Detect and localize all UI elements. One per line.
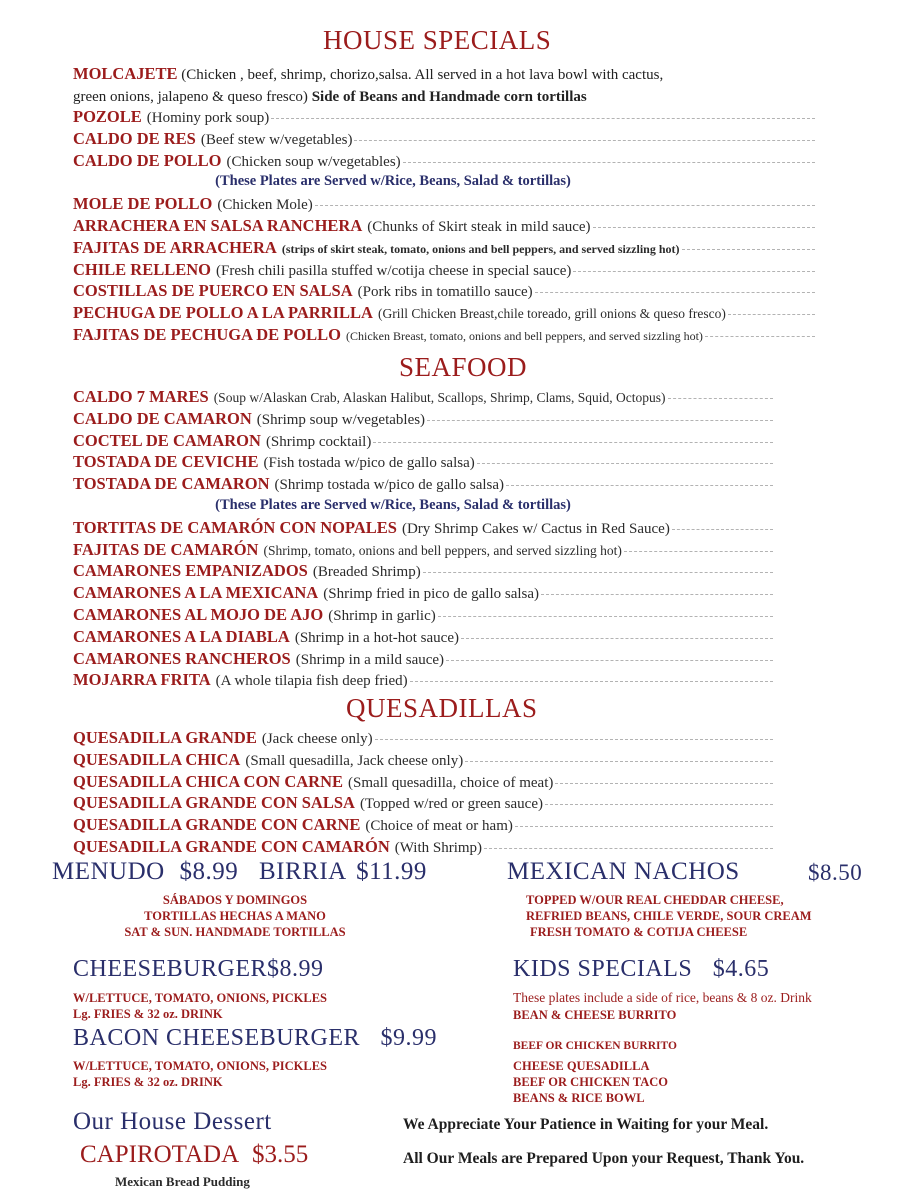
menudo-heading <box>52 858 427 886</box>
item-desc: (Chicken soup w/vegetables) <box>226 153 401 170</box>
nachos-detail-line: REFRIED BEANS, CHILE VERDE, SOUR CREAM <box>526 909 812 923</box>
menu-item <box>73 792 773 814</box>
kids-items-more <box>513 1058 668 1106</box>
menu-item <box>73 771 773 793</box>
item-name: MOLE DE POLLO <box>73 194 213 214</box>
item-desc: (Jack cheese only) <box>261 731 373 747</box>
item-name: QUESADILLA GRANDE CON SALSA <box>73 793 355 813</box>
leader-dashes <box>728 314 815 315</box>
kids-heading <box>513 956 769 983</box>
menu-item <box>73 517 773 539</box>
nachos-detail-line: TOPPED W/OUR REAL CHEDDAR CHEESE, <box>526 893 784 907</box>
item-desc: (Hominy pork soup) <box>146 110 270 126</box>
item-name: CALDO DE POLLO <box>73 150 222 170</box>
item-name: ARRACHERA EN SALSA RANCHERA <box>73 215 363 235</box>
menudo-detail-line: SÁBADOS Y DOMINGOS <box>162 893 308 907</box>
molcajete-item <box>73 63 663 109</box>
item-desc: (Shrimp in a hot-hot sauce) <box>294 629 459 646</box>
cheeseburger-heading <box>73 956 324 983</box>
menu-item <box>73 106 815 128</box>
kids-price: $4.65 <box>712 956 770 982</box>
leader-dashes <box>515 826 773 827</box>
menu-item <box>73 582 773 604</box>
item-desc: (Shrimp in a mild sauce) <box>295 651 445 668</box>
item-desc: (Shrimp tostada w/pico de gallo salsa) <box>274 477 505 494</box>
menu-item <box>73 302 815 324</box>
item-name: CALDO DE CAMARON <box>73 408 252 428</box>
cheeseburger-details <box>73 990 327 1022</box>
item-desc: (Choice of meat or ham) <box>365 818 513 835</box>
item-name: FAJITAS DE ARRACHERA <box>73 237 277 257</box>
item-desc: (Topped w/red or green sauce) <box>359 796 543 813</box>
item-name: CAMARONES A LA MEXICANA <box>73 583 319 603</box>
leader-dashes <box>315 205 815 206</box>
leader-dashes <box>484 848 773 849</box>
leader-dashes <box>465 761 773 762</box>
menu-item <box>73 451 773 473</box>
dessert-name: CAPIROTADA <box>80 1141 238 1168</box>
birria-name: BIRRIA <box>258 858 346 885</box>
leader-dashes <box>506 485 773 486</box>
menu-item <box>73 408 773 430</box>
item-desc: (Soup w/Alaskan Crab, Alaskan Halibut, Scallops, Shrimp, Clams, Squid, Octopus) <box>213 390 666 405</box>
leader-dashes <box>672 529 773 530</box>
item-desc: (Small quesadilla, choice of meat) <box>348 774 554 791</box>
bacon-cheeseburger-name: BACON CHEESEBURGER <box>73 1025 361 1051</box>
item-desc: (Breaded Shrimp) <box>312 564 421 581</box>
item-name: POZOLE <box>73 107 142 126</box>
leader-dashes <box>375 739 773 740</box>
leader-dashes <box>373 442 773 443</box>
item-name: COSTILLAS DE PUERCO EN SALSA <box>73 281 353 301</box>
item-desc: (Shrimp soup w/vegetables) <box>256 411 426 428</box>
kids-note: These plates include a side of rice, beans & 8 oz. Drink <box>513 990 812 1005</box>
bacon-cheeseburger-details <box>73 1058 327 1090</box>
kids-item: CHEESE QUESADILLA <box>513 1059 650 1073</box>
bacon-cheeseburger-detail-line: W/LETTUCE, TOMATO, ONIONS, PICKLES <box>73 1059 327 1073</box>
item-desc: (Grill Chicken Breast,chile toreado, grill onions & queso fresco) <box>377 306 726 322</box>
dessert-desc: Mexican Bread Pudding <box>115 1174 250 1189</box>
plates-note: (These Plates are Served w/Rice, Beans, Salad & tortillas) <box>215 173 571 190</box>
bacon-cheeseburger-price: $9.99 <box>380 1025 438 1051</box>
leader-dashes <box>624 551 773 552</box>
item-name: CAMARONES AL MOJO DE AJO <box>73 604 324 624</box>
footer-line-1: We Appreciate Your Patience in Waiting for your Meal. <box>403 1116 769 1133</box>
cheeseburger-price: $8.99 <box>267 956 324 982</box>
menu-item <box>73 814 773 836</box>
item-desc: (Shrimp in garlic) <box>328 607 436 624</box>
item-name: FAJITAS DE PECHUGA DE POLLO <box>73 324 342 344</box>
leader-dashes <box>410 681 773 682</box>
leader-dashes <box>545 804 773 805</box>
menu-item <box>73 669 773 691</box>
item-desc: (Beef stew w/vegetables) <box>200 131 353 148</box>
molcajete-side: Side of Beans and Handmade corn tortillas <box>311 88 587 105</box>
menu-item <box>73 727 773 749</box>
item-name: QUESADILLA CHICA <box>73 749 241 769</box>
item-name: CALDO DE RES <box>73 128 196 148</box>
item-desc: (Chicken Mole) <box>217 197 313 214</box>
molcajete-desc-2: green onions, jalapeno & queso fresco) <box>73 88 308 105</box>
item-name: QUESADILLA GRANDE <box>73 728 257 747</box>
item-name: PECHUGA DE POLLO A LA PARRILLA <box>73 303 373 323</box>
item-desc: (A whole tilapia fish deep fried) <box>215 673 408 690</box>
item-desc: (Pork ribs in tomatillo sauce) <box>357 284 533 301</box>
leader-dashes <box>438 616 773 617</box>
seafood-list <box>73 386 773 691</box>
item-name: FAJITAS DE CAMARÓN <box>73 539 259 559</box>
menu-item <box>73 215 815 237</box>
menu-item <box>73 626 773 648</box>
leader-dashes <box>555 783 773 784</box>
item-name: COCTEL DE CAMARON <box>73 430 261 450</box>
leader-dashes <box>541 594 773 595</box>
item-name: CALDO 7 MARES <box>73 387 209 406</box>
item-name: CAMARONES A LA DIABLA <box>73 626 290 646</box>
item-desc: (Shrimp fried in pico de gallo salsa) <box>323 586 540 603</box>
item-name: CAMARONES EMPANIZADOS <box>73 561 308 581</box>
seafood-title: SEAFOOD <box>399 352 528 382</box>
nachos-price: $8.50 <box>808 860 863 885</box>
item-desc: (With Shrimp) <box>394 839 483 856</box>
leader-dashes <box>427 420 773 421</box>
item-desc: (Dry Shrimp Cakes w/ Cactus in Red Sauce) <box>401 520 670 537</box>
leader-dashes <box>271 118 815 119</box>
cheeseburger-detail-line: W/LETTUCE, TOMATO, ONIONS, PICKLES <box>73 991 327 1005</box>
item-desc: (Chunks of Skirt steak in mild sauce) <box>367 218 591 235</box>
menudo-name: MENUDO <box>52 858 165 885</box>
cheeseburger-name: CHEESEBURGER <box>73 956 268 982</box>
item-name: TOSTADA DE CAMARON <box>73 474 270 494</box>
nachos-detail-line: FRESH TOMATO & COTIJA CHEESE <box>530 925 748 939</box>
menu-item <box>73 560 773 582</box>
menu-item <box>73 604 773 626</box>
item-name: CAMARONES RANCHEROS <box>73 648 291 668</box>
molcajete-name: MOLCAJETE <box>73 64 178 83</box>
quesadillas-list <box>73 727 773 858</box>
menu-item <box>73 150 815 172</box>
kids-name: KIDS SPECIALS <box>513 956 693 982</box>
menu-item <box>73 128 815 150</box>
leader-dashes <box>461 638 773 639</box>
house-specials-title: HOUSE SPECIALS <box>323 25 552 55</box>
item-desc: (Fish tostada w/pico de gallo salsa) <box>263 455 475 472</box>
kids-item: BEANS & RICE BOWL <box>513 1091 645 1105</box>
dessert-heading: Our House Dessert <box>73 1108 272 1135</box>
leader-dashes <box>668 398 773 399</box>
item-desc: (Chicken Breast, tomato, onions and bell peppers, and served sizzling hot) <box>346 328 703 343</box>
menu-item <box>73 473 773 495</box>
menu-item <box>73 259 815 281</box>
plates-note: (These Plates are Served w/Rice, Beans, Salad & tortillas) <box>215 496 571 513</box>
item-name: CHILE RELLENO <box>73 259 211 279</box>
birria-price: $11.99 <box>356 858 427 885</box>
nachos-name: MEXICAN NACHOS <box>507 858 740 885</box>
menu-item <box>73 430 773 452</box>
cheeseburger-detail-line: Lg. FRIES & 32 oz. DRINK <box>73 1007 223 1021</box>
molcajete-desc-1: (Chicken , beef, shrimp, chorizo,salsa. All served in a hot lava bowl with cactus, <box>181 67 664 83</box>
item-desc: (Small quesadilla, Jack cheese only) <box>245 752 464 769</box>
item-name: QUESADILLA CHICA CON CARNE <box>73 771 344 791</box>
item-name: QUESADILLA GRANDE CON CAMARÓN <box>73 836 390 856</box>
menu-item <box>73 237 815 259</box>
menu-item <box>73 386 773 408</box>
house-specials-list-a <box>73 106 815 346</box>
kids-item: BEEF OR CHICKEN BURRITO <box>513 1040 677 1052</box>
menu-item <box>73 324 815 346</box>
menu-item <box>73 749 773 771</box>
menu-item <box>73 836 773 858</box>
item-name: TOSTADA DE CEVICHE <box>73 452 259 472</box>
menudo-details <box>105 892 365 940</box>
dessert-price: $3.55 <box>252 1141 309 1168</box>
item-desc: (Shrimp cocktail) <box>265 433 372 450</box>
nachos-details <box>526 892 812 940</box>
quesadillas-title: QUESADILLAS <box>346 693 538 723</box>
leader-dashes <box>477 463 773 464</box>
bacon-cheeseburger-detail-line: Lg. FRIES & 32 oz. DRINK <box>73 1075 223 1089</box>
leader-dashes <box>446 660 773 661</box>
kids-item: BEAN & CHEESE BURRITO <box>513 1008 677 1022</box>
leader-dashes <box>573 271 815 272</box>
item-desc: (strips of skirt steak, tomato, onions and bell peppers, and served sizzling hot) <box>281 241 680 256</box>
leader-dashes <box>535 292 815 293</box>
leader-dashes <box>705 336 815 337</box>
leader-dashes <box>593 227 815 228</box>
menudo-detail-line: TORTILLAS HECHAS A MANO <box>144 909 326 923</box>
kids-item: BEEF OR CHICKEN TACO <box>513 1075 668 1089</box>
dessert-title <box>80 1141 308 1169</box>
bacon-cheeseburger-heading <box>73 1025 437 1052</box>
menu-item <box>73 648 773 670</box>
menu-item <box>73 280 815 302</box>
leader-dashes <box>354 140 815 141</box>
item-name: TORTITAS DE CAMARÓN CON NOPALES <box>73 517 397 537</box>
item-name: MOJARRA FRITA <box>73 670 211 690</box>
leader-dashes <box>423 572 773 573</box>
leader-dashes <box>682 249 815 250</box>
menu-item <box>73 539 773 561</box>
footer-line-2: All Our Meals are Prepared Upon your Request, Thank You. <box>403 1150 805 1167</box>
item-desc: (Fresh chili pasilla stuffed w/cotija cheese in special sauce) <box>216 262 572 279</box>
menudo-price: $8.99 <box>179 858 239 885</box>
item-desc: (Shrimp, tomato, onions and bell peppers, and served sizzling hot) <box>263 542 622 558</box>
item-name: QUESADILLA GRANDE CON CARNE <box>73 815 361 835</box>
menudo-detail-line: SAT & SUN. HANDMADE TORTILLAS <box>124 925 346 939</box>
leader-dashes <box>403 162 815 163</box>
menu-item <box>73 193 815 215</box>
